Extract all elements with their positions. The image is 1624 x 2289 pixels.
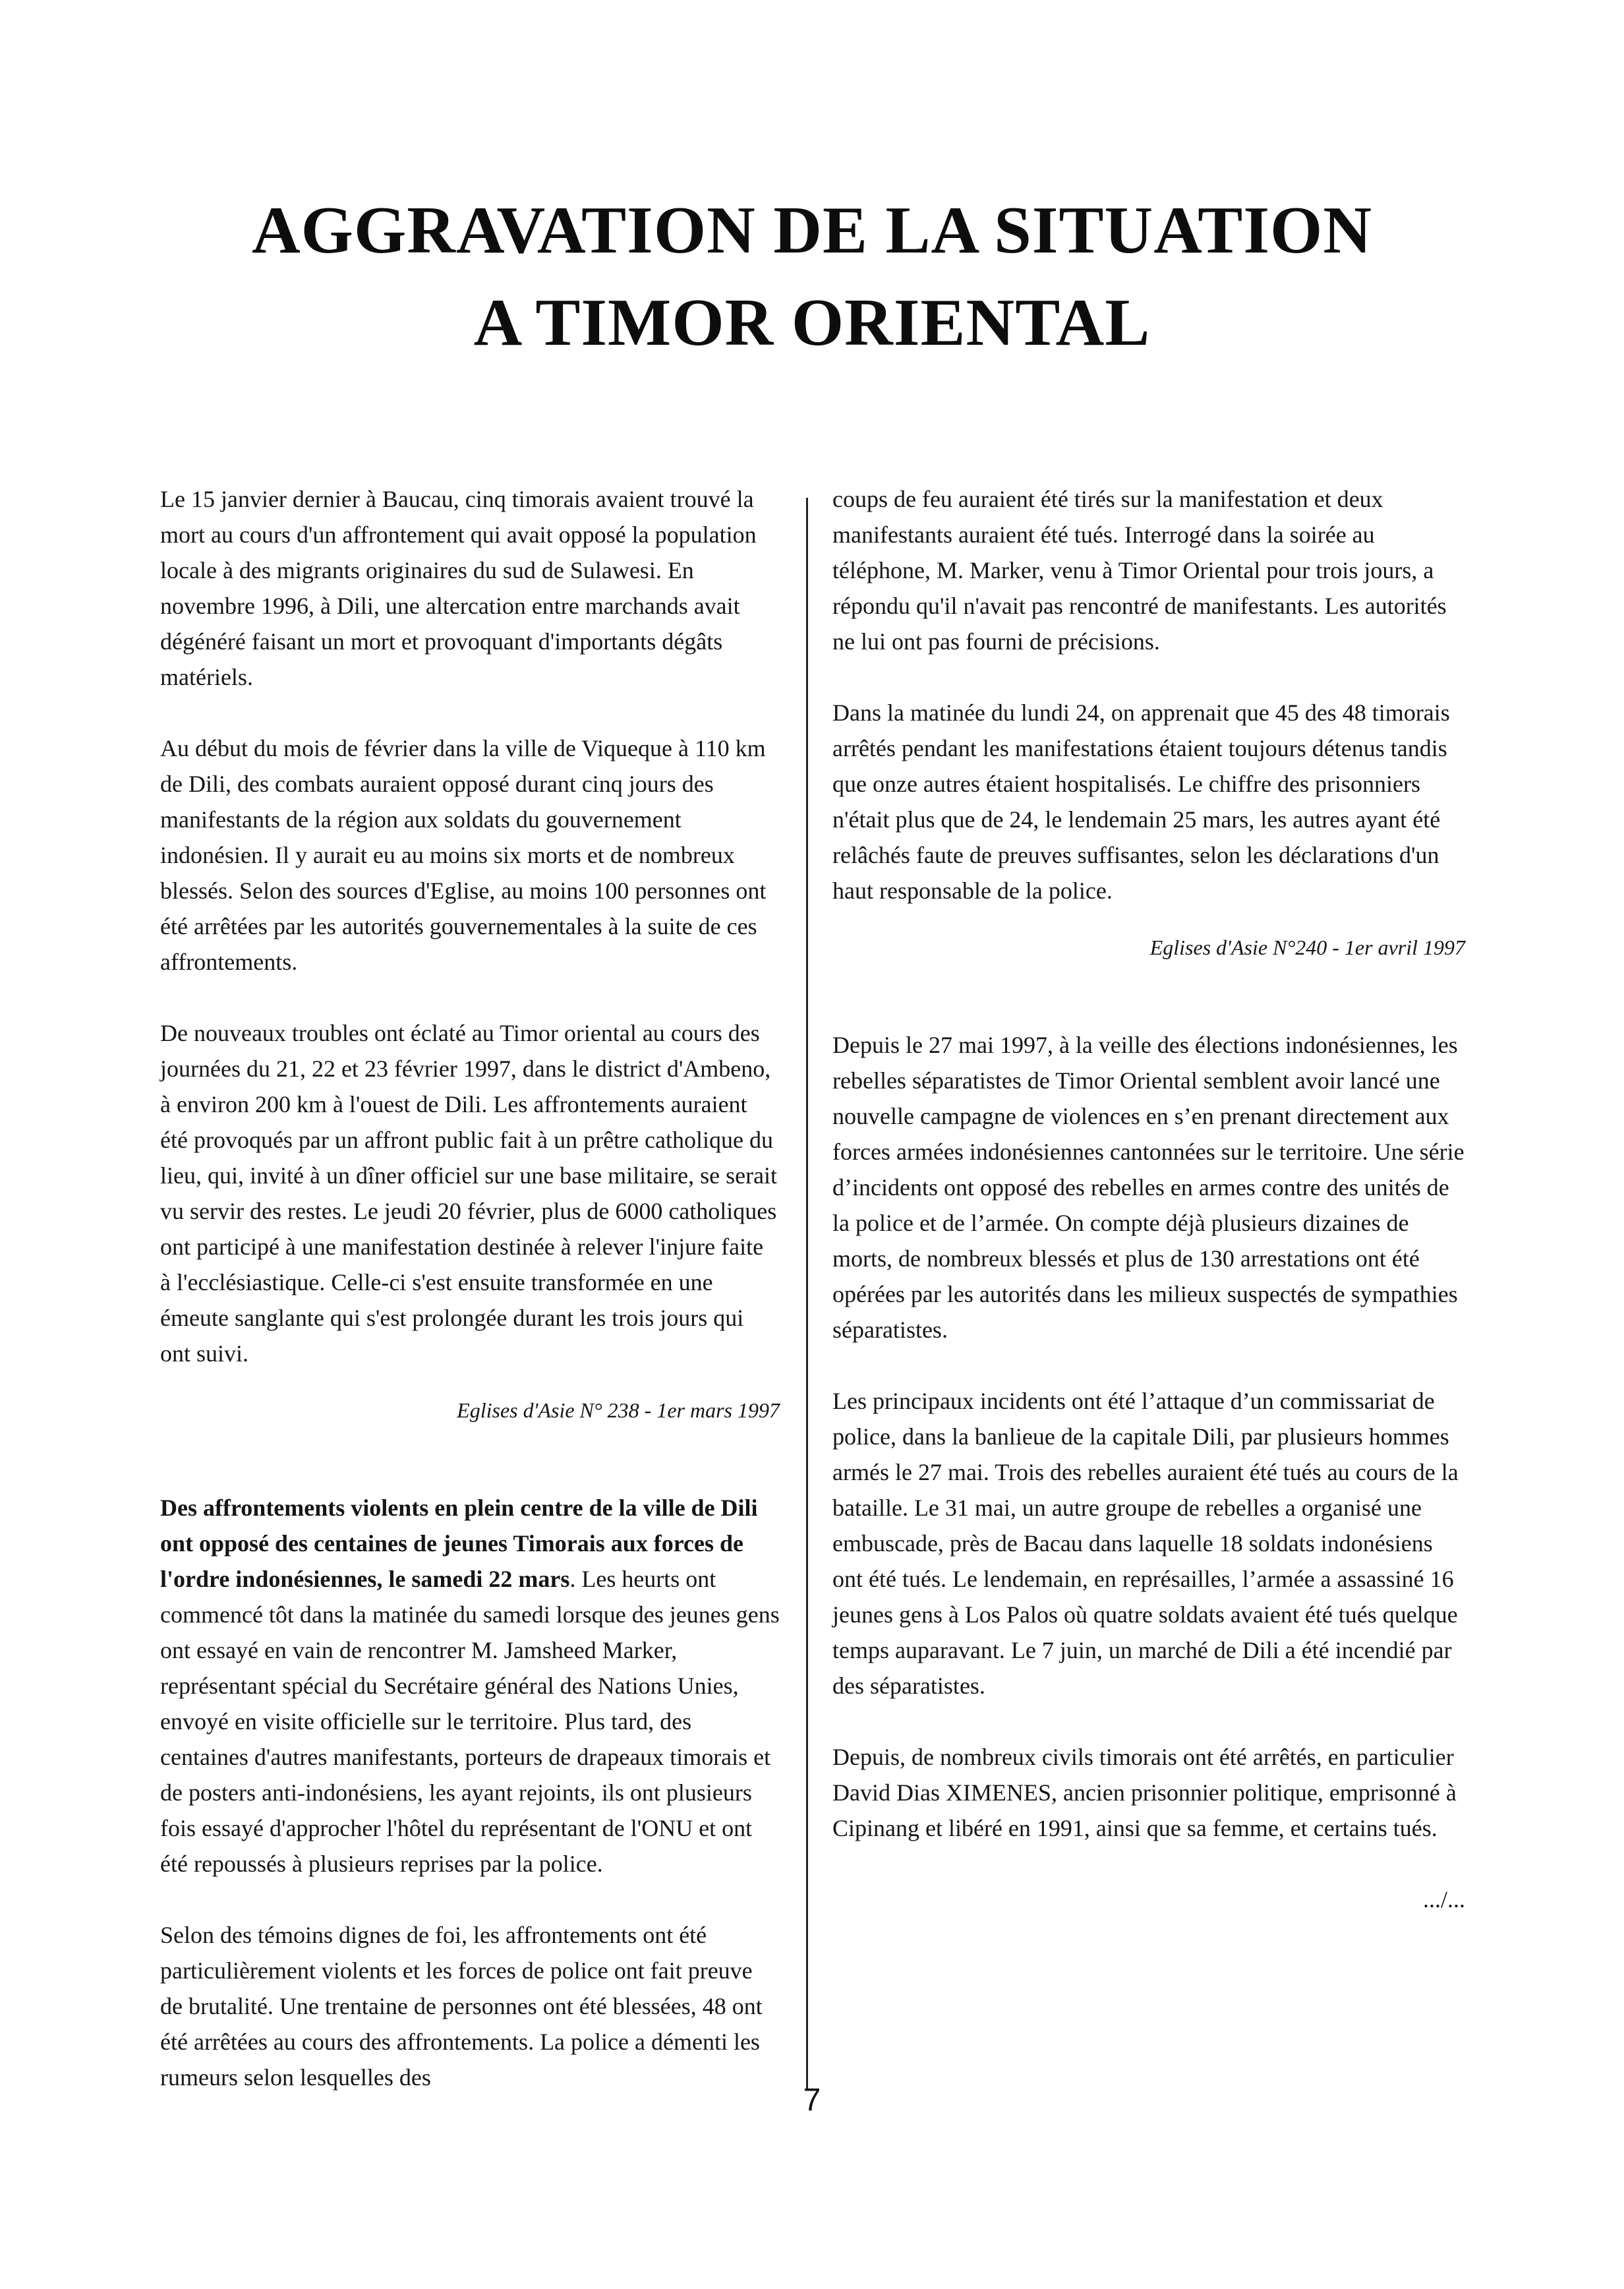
left-column [160,481,780,2095]
paragraph-lead-bold: Des affrontements violents en plein centre de la ville de Dili ont opposé des centaines de jeunes Timorais aux forces de l'ordre indonésiennes, le samedi 22 mars [160,1495,758,1592]
right-column [832,481,1465,1917]
right-paragraph-4: Les principaux incidents ont été l’attaque d’un commissariat de police, dans la banlieue de la capitale Dili, par plusieurs hommes armés le 27 mai. Trois des rebelles auraient été tués au cours de la bataille. Le 31 mai, un autre groupe de rebelles a organisé une embuscade, près de Bacau dans laquelle 18 soldats indonésiens ont été tués. Le lendemain, en représailles, l’armée a assassiné 16 jeunes gens à Los Palos où quatre soldats avaient été tués quelque temps auparavant. Le 7 juin, un marché de Dili a été incendié par des séparatistes. [832,1388,1459,1699]
left-paragraph-5: Selon des témoins dignes de foi, les affrontements ont été particulièrement violents et les forces de police ont fait preuve de brutalité. Une trentaine de personnes ont été blessées, 48 ont été arrêtées au cours des affrontements. La police a démenti les rumeurs selon lesquelles des [160,1922,763,2091]
title-line-2: A TIMOR ORIENTAL [473,285,1151,360]
title-line-1: AGGRAVATION DE LA SITUATION [251,193,1373,268]
left-paragraph-3: De nouveaux troubles ont éclaté au Timor oriental au cours des journées du 21, 22 et 23 février 1997, dans le district d'Ambeno, à environ 200 km à l'ouest de Dili. Les affrontements auraient été provoqués par un affront public fait à un prêtre catholique du lieu, qui, invité à un dîner officiel sur une base militaire, se serait vu servir des restes. Le jeudi 20 février, plus de 6000 catholiques ont participé à une manifestation destinée à relever l'injure faite à l'ecclésiastique. Celle-ci s'est ensuite transformée en une émeute sanglante qui s'est prolongée durant les trois jours qui ont suivi. [160,1020,778,1367]
page-number: 7 [803,2083,821,2118]
right-paragraph-1: coups de feu auraient été tirés sur la manifestation et deux manifestants auraient été tués. Interrogé dans la soirée au téléphone, M. Marker, venu à Timor Oriental pour trois jours, a répondu qu'il n'avait pas rencontré de manifestants. Les autorités ne lui ont pas fourni de précisions. [832,486,1447,655]
left-paragraph-1: Le 15 janvier dernier à Baucau, cinq timorais avaient trouvé la mort au cours d'un affrontement qui avait opposé la population locale à des migrants originaires du sud de Sulawesi. En novembre 1996, à Dili, une altercation entre marchands avait dégénéré faisant un mort et provoquant d'importants dégâts matériels. [160,486,757,690]
left-paragraph-4 [160,1490,780,1882]
right-paragraph-5: Depuis, de nombreux civils timorais ont été arrêtés, en particulier David Dias XIMENES, ancien prisonnier politique, emprisonné à Cipinang et libéré en 1991, ainsi que sa femme, et certains tués. [832,1744,1457,1841]
paragraph-lead-rest: . Les heurts ont commencé tôt dans la matinée du samedi lorsque des jeunes gens ont essayé en vain de rencontrer M. Jamsheed Marker, représentant spécial du Secrétaire général des Nations Unies, envoyé en visite officielle sur le territoire. Plus tard, des centaines d'autres manifestants, porteurs de drapeaux timorais et de posters anti-indonésiens, les ayant rejoints, ils ont plusieurs fois essayé d'approcher l'hôtel du représentant de l'ONU et ont été repoussés à plusieurs reprises par la police. [160,1566,780,1877]
source-citation-2: Eglises d'Asie N°240 - 1er avril 1997 [1149,936,1465,959]
article-title [0,185,1624,369]
right-paragraph-3: Depuis le 27 mai 1997, à la veille des élections indonésiennes, les rebelles séparatistes de Timor Oriental semblent avoir lancé une nouvelle campagne de violences en s’en prenant directement aux forces armées indonésiennes cantonnées sur le territoire. Une série d’incidents ont opposé des rebelles en armes contre des unités de la police et de l’armée. On compte déjà plusieurs dizaines de morts, de nombreux blessés et plus de 130 arrestations ont été opérées par les autorités dans les milieux suspectés de sympathies séparatistes. [832,1032,1464,1343]
left-paragraph-2: Au début du mois de février dans la ville de Viqueque à 110 km de Dili, des combats auraient opposé durant cinq jours des manifestants de la région aux soldats du gouvernement indonésien. Il y aurait eu au moins six morts et de nombreux blessés. Selon des sources d'Eglise, au moins 100 personnes ont été arrêtées par les autorités gouvernementales à la suite de ces affrontements. [160,735,767,975]
source-citation-1: Eglises d'Asie N° 238 - 1er mars 1997 [457,1398,780,1422]
right-paragraph-2: Dans la matinée du lundi 24, on apprenait que 45 des 48 timorais arrêtés pendant les manifestations étaient toujours détenus tandis que onze autres étaient hospitalisés. Le chiffre des prisonniers n'était plus que de 24, le lendemain 25 mars, les autres ayant été relâchés faute de preuves suffisantes, selon les déclarations d'un haut responsable de la police. [832,699,1450,904]
column-divider [806,498,808,2090]
continued-marker: .../... [1422,1886,1465,1913]
